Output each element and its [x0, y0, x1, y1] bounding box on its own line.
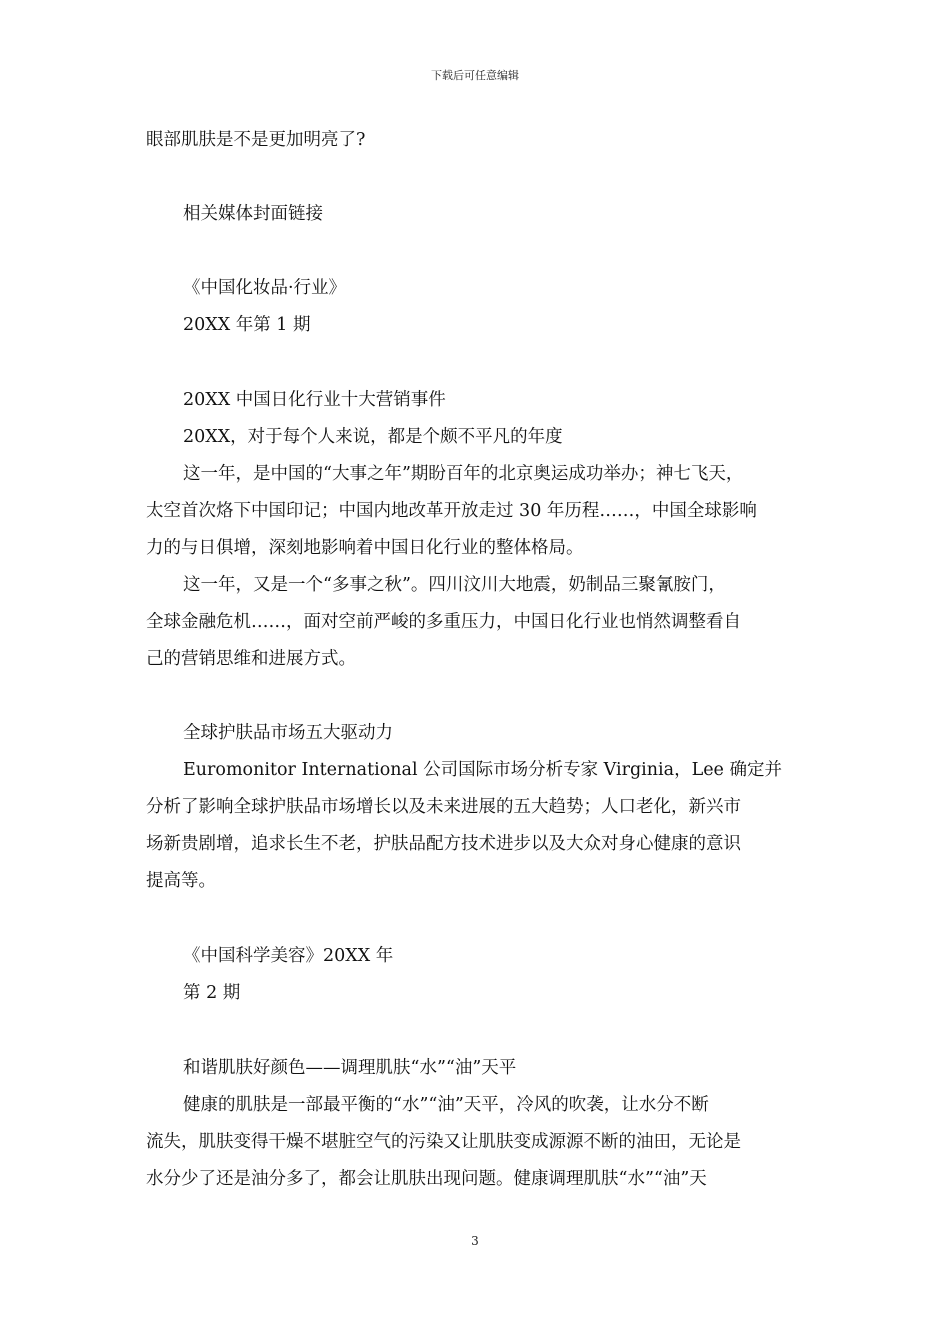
page-header: 下载后可任意编辑 — [431, 69, 519, 82]
publication-title: 《中国化妆品·行业》 — [183, 278, 347, 298]
publication-issue: 20XX 年第 1 期 — [183, 315, 311, 335]
paragraph-line: 水分少了还是油分多了，都会让肌肤出现问题。健康调理肌肤“水”“油”天 — [146, 1169, 707, 1189]
paragraph-line: 流失，肌肤变得干燥不堪脏空气的污染又让肌肤变成源源不断的油田，无论是 — [146, 1132, 741, 1152]
paragraph-line: Euromonitor International 公司国际市场分析专家 Virginia，Lee 确定并 — [183, 760, 782, 780]
body-line: 眼部肌肤是不是更加明亮了? — [146, 130, 366, 150]
paragraph-line: 己的营销思维和进展方式。 — [146, 649, 356, 669]
article-title: 20XX 中国日化行业十大营销事件 — [183, 390, 446, 410]
article-subtitle: 20XX，对于每个人来说，都是个颇不平凡的年度 — [183, 427, 563, 447]
page-number: 3 — [471, 1234, 479, 1248]
paragraph-line: 太空首次烙下中国印记；中国内地改革开放走过 30 年历程……，中国全球影响 — [146, 501, 757, 521]
paragraph-line: 健康的肌肤是一部最平衡的“水”“油”天平，冷风的吹袭，让水分不断 — [183, 1095, 709, 1115]
paragraph-line: 力的与日俱增，深刻地影响着中国日化行业的整体格局。 — [146, 538, 584, 558]
article-title: 和谐肌肤好颜色——调理肌肤“水”“油”天平 — [183, 1058, 517, 1078]
paragraph-line: 分析了影响全球护肤品市场增长以及未来进展的五大趋势；人口老化，新兴市 — [146, 797, 741, 817]
paragraph-line: 这一年，又是一个“多事之秋”。四川汶川大地震，奶制品三聚氰胺门， — [183, 575, 726, 595]
publication-title: 《中国科学美容》20XX 年 — [183, 946, 394, 966]
paragraph-line: 全球金融危机……，面对空前严峻的多重压力，中国日化行业也悄然调整看自 — [146, 612, 741, 632]
section-heading: 相关媒体封面链接 — [183, 204, 323, 224]
publication-issue: 第 2 期 — [183, 983, 241, 1003]
paragraph-line: 场新贵剧增，追求长生不老，护肤品配方技术进步以及大众对身心健康的意识 — [146, 834, 741, 854]
paragraph-line: 提高等。 — [146, 871, 216, 891]
paragraph-line: 这一年，是中国的“大事之年”期盼百年的北京奥运成功举办；神七飞天， — [183, 464, 744, 484]
article-title: 全球护肤品市场五大驱动力 — [183, 723, 393, 743]
